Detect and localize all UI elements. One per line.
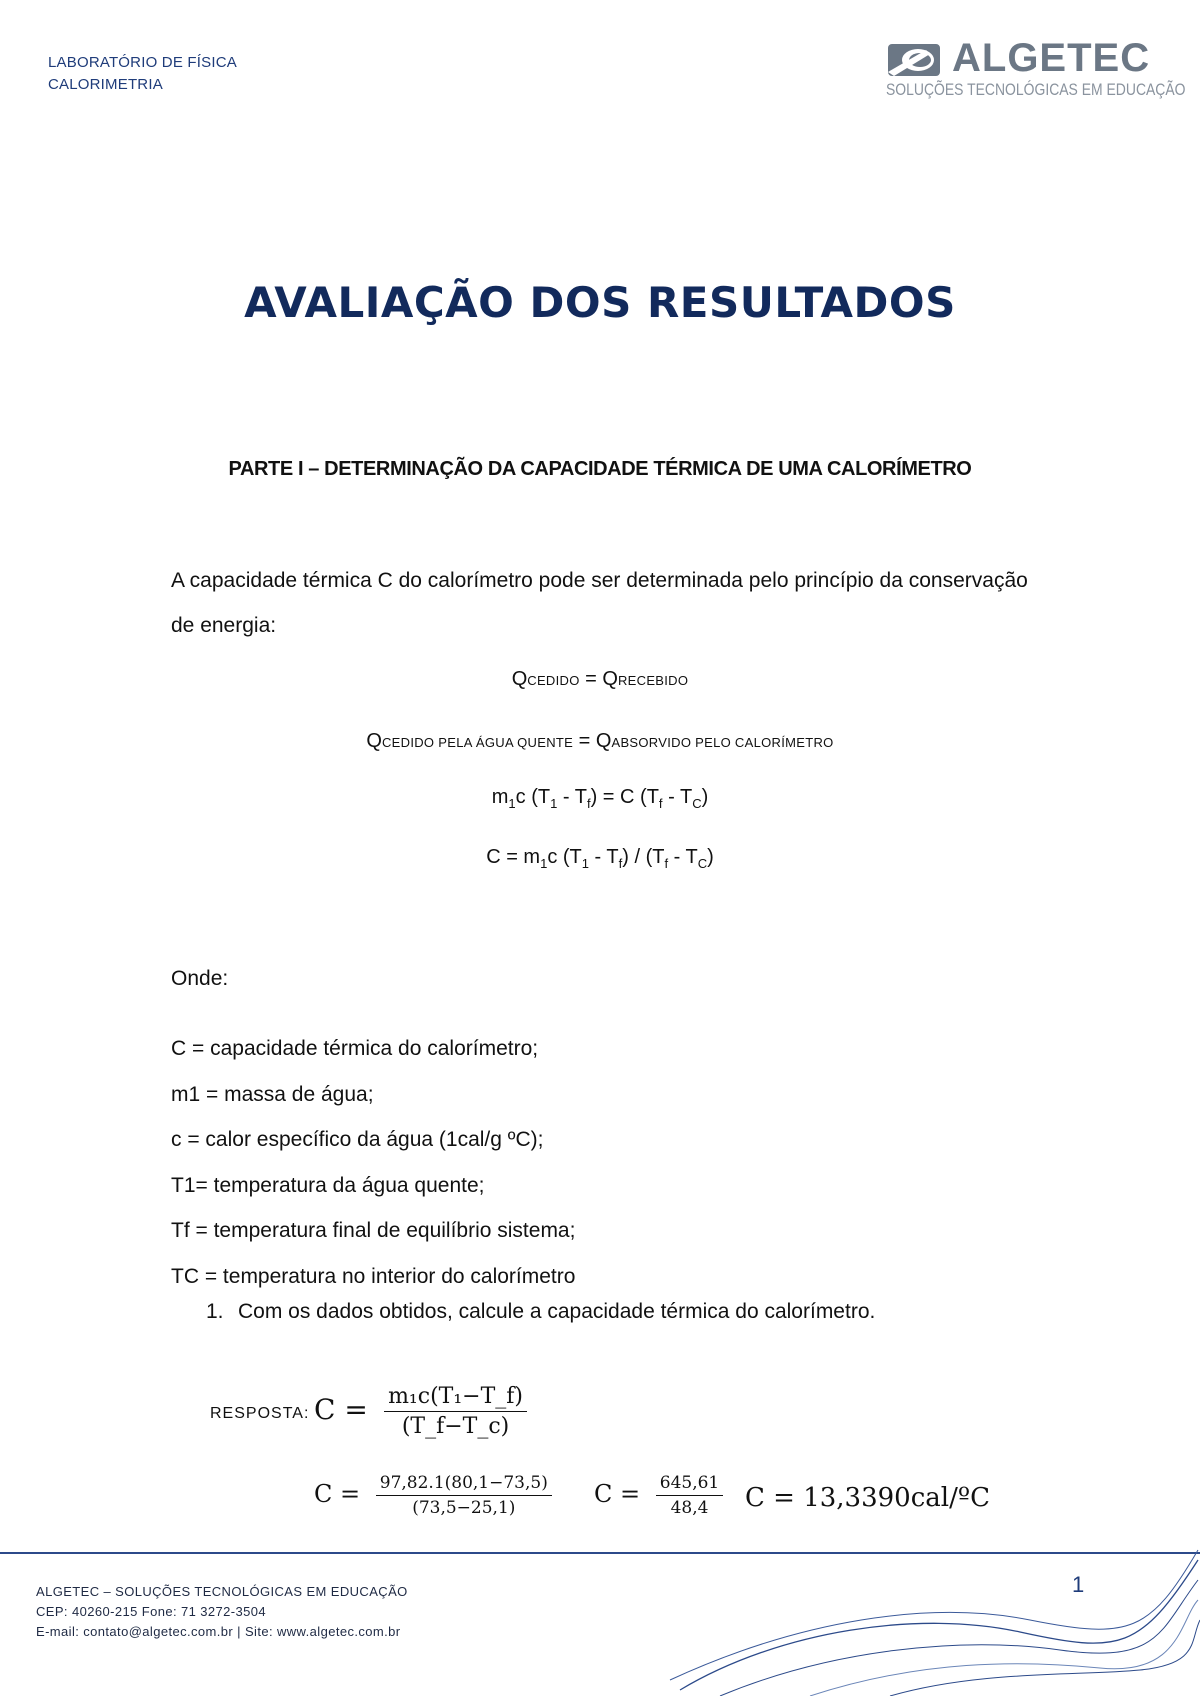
question-number: 1. bbox=[206, 1300, 224, 1323]
calc2-denominator: 48,4 bbox=[670, 1498, 709, 1518]
footer-wave-decoration bbox=[660, 1540, 1200, 1696]
eq3-subf2: f bbox=[658, 796, 663, 811]
calc2-fraction bbox=[656, 1473, 723, 1518]
onde-label: Onde: bbox=[171, 967, 229, 990]
equation-energy-balance bbox=[0, 668, 1200, 691]
eq2-equals: = bbox=[573, 730, 596, 752]
definition-item: C = capacidade térmica do calorímetro; bbox=[171, 1037, 539, 1060]
header-lab: LABORATÓRIO DE FÍSICA bbox=[48, 54, 237, 71]
eq1-equals: = bbox=[579, 668, 603, 690]
eq3-subc: C bbox=[692, 796, 702, 811]
definition-item: Tf = temperatura final de equilíbrio sistema; bbox=[171, 1219, 576, 1242]
definition-item: TC = temperatura no interior do calorímetro bbox=[171, 1264, 576, 1288]
definition-item: c = calor específico da água (1cal/g ºC); bbox=[171, 1128, 544, 1151]
eq1-q: Q bbox=[511, 668, 528, 690]
equation-mass-heat bbox=[0, 786, 1200, 811]
eq3-sub1b: 1 bbox=[550, 796, 558, 811]
intro-paragraph: A capacidade térmica C do calorímetro pode ser determinada pelo princípio da conservação de energia: bbox=[171, 569, 1028, 637]
calc-substitution bbox=[314, 1473, 552, 1518]
calc1-lhs: C = bbox=[314, 1480, 361, 1508]
eq2-cedido: CEDIDO PELA ÁGUA QUENTE bbox=[381, 735, 574, 750]
eq3-m: m bbox=[491, 786, 509, 808]
eq4-g: ) bbox=[707, 846, 714, 868]
eq1-q2: Q bbox=[602, 668, 618, 690]
eq4-sub1b: 1 bbox=[581, 856, 589, 871]
eq2-q2: Q bbox=[595, 730, 612, 752]
question-1 bbox=[206, 1300, 875, 1324]
document-footer bbox=[36, 1582, 408, 1642]
header-topic: CALORIMETRIA bbox=[48, 76, 163, 93]
equation-capacity bbox=[0, 846, 1200, 871]
question-text: Com os dados obtidos, calcule a capacidade térmica do calorímetro. bbox=[238, 1300, 876, 1323]
formula-denominator: (T_f−T_c) bbox=[401, 1414, 510, 1439]
calc-result: C = 13,3390cal/ºC bbox=[745, 1483, 990, 1513]
footer-email-site: E-mail: contato@algetec.com.br | Site: www.algetec.com.br bbox=[36, 1624, 401, 1639]
footer-company: ALGETEC – SOLUÇÕES TECNOLÓGICAS EM EDUCAÇÃO bbox=[36, 1584, 408, 1599]
footer-contact: CEP: 40260-215 Fone: 71 3272-3504 bbox=[36, 1604, 267, 1619]
eq1-cedido: CEDIDO bbox=[527, 673, 580, 688]
calc-simplified bbox=[594, 1473, 723, 1518]
calc2-lhs: C = bbox=[594, 1480, 641, 1508]
definitions-list bbox=[171, 1026, 575, 1299]
section-title: PARTE I – DETERMINAÇÃO DA CAPACIDADE TÉRMICA DE UMA CALORÍMETRO bbox=[228, 458, 972, 480]
eq3-b: - T bbox=[557, 786, 587, 808]
eq2-q: Q bbox=[366, 730, 382, 752]
eq4-c: - T bbox=[589, 846, 619, 868]
page-title: AVALIAÇÃO DOS RESULTADOS bbox=[244, 278, 956, 327]
eq4-d: ) / (T bbox=[622, 846, 665, 868]
eq3-sub1: 1 bbox=[508, 796, 516, 811]
eq3-a: c (T bbox=[515, 786, 551, 808]
eq4-sub1: 1 bbox=[540, 856, 548, 871]
calc1-denominator: (73,5−25,1) bbox=[412, 1498, 516, 1518]
logo-name: ALGETEC bbox=[952, 36, 1151, 80]
eq3-c: ) = C (T bbox=[590, 786, 659, 808]
document-header bbox=[48, 52, 237, 96]
eq4-e: - T bbox=[668, 846, 698, 868]
definition-item: T1= temperatura da água quente; bbox=[171, 1173, 485, 1197]
eq3-d: - T bbox=[662, 786, 693, 808]
eq4-b: c (T bbox=[547, 846, 582, 868]
eq4-subc: C bbox=[697, 856, 708, 871]
calc1-numerator: 97,82.1(80,1−73,5) bbox=[376, 1473, 552, 1496]
answer-formula bbox=[314, 1384, 527, 1439]
logo-mark-icon bbox=[886, 42, 946, 82]
calc1-fraction bbox=[376, 1473, 552, 1518]
formula-lhs: C = bbox=[314, 1392, 368, 1426]
eq2-absorvido: ABSORVIDO PELO CALORÍMETRO bbox=[611, 735, 834, 750]
equation-heat-exchange bbox=[0, 730, 1200, 753]
eq4-subf2: f bbox=[664, 856, 669, 871]
eq3-e: ) bbox=[701, 786, 709, 808]
definition-item: m1 = massa de água; bbox=[171, 1082, 374, 1106]
page-number: 1 bbox=[1072, 1572, 1085, 1597]
eq1-recebido: RECEBIDO bbox=[617, 673, 689, 688]
answer-label: RESPOSTA: bbox=[210, 1405, 310, 1422]
eq4-subf: f bbox=[618, 856, 623, 871]
logo-tagline: SOLUÇÕES TECNOLÓGICAS EM EDUCAÇÃO bbox=[886, 80, 1186, 99]
formula-numerator: m₁c(T₁−T_f) bbox=[384, 1384, 527, 1412]
eq3-subf: f bbox=[586, 796, 591, 811]
eq4-a: C = m bbox=[486, 846, 541, 868]
algetec-logo bbox=[886, 36, 1186, 104]
calc2-numerator: 645,61 bbox=[656, 1473, 723, 1496]
formula-fraction bbox=[384, 1384, 527, 1439]
